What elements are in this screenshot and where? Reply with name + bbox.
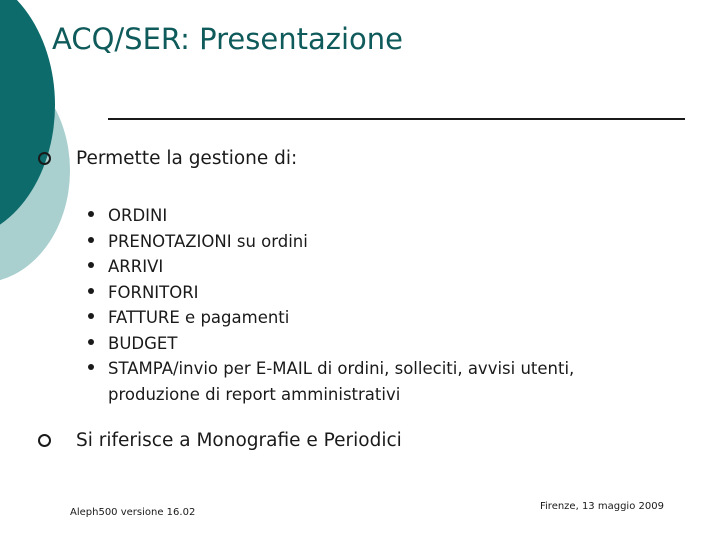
bullet-permette: [76, 148, 297, 169]
list-item: [108, 229, 668, 255]
footer-version: Aleph500 versione 16.02: [70, 507, 196, 518]
dot-bullet-icon: [88, 364, 94, 370]
ring-bullet-icon: [38, 152, 51, 165]
list-item: [108, 280, 668, 306]
list-item: [108, 356, 668, 407]
list-item-text: FORNITORI: [108, 282, 199, 302]
dot-bullet-icon: [88, 313, 94, 319]
bullet-text: Si riferisce a Monografie e Periodici: [76, 430, 402, 451]
sub-list: [108, 203, 668, 407]
list-item-text: FATTURE e pagamenti: [108, 308, 290, 327]
list-item: [108, 254, 668, 280]
footer-date: Firenze, 13 maggio 2009: [540, 501, 664, 512]
slide-title: ACQ/SER: Presentazione: [52, 22, 403, 56]
list-item: [108, 331, 668, 357]
list-item-text: STAMPA/invio per E-MAIL di ordini, solleciti, avvisi utenti, produzione di report amministrativi: [108, 359, 575, 404]
bullet-text: Permette la gestione di:: [76, 148, 298, 169]
list-item: [108, 305, 668, 331]
list-item-text: ORDINI: [108, 206, 168, 225]
title-underline: [108, 118, 685, 120]
dot-bullet-icon: [88, 339, 94, 345]
dot-bullet-icon: [88, 262, 94, 268]
dot-bullet-icon: [88, 211, 94, 217]
bullet-riferisce: [76, 430, 402, 451]
dot-bullet-icon: [88, 288, 94, 294]
list-item-text: ARRIVI: [108, 257, 164, 276]
list-item-text: PRENOTAZIONI su ordini: [108, 231, 308, 251]
list-item-text: BUDGET: [108, 333, 178, 353]
dot-bullet-icon: [88, 237, 94, 243]
list-item: [108, 203, 668, 229]
ring-bullet-icon: [38, 434, 51, 447]
